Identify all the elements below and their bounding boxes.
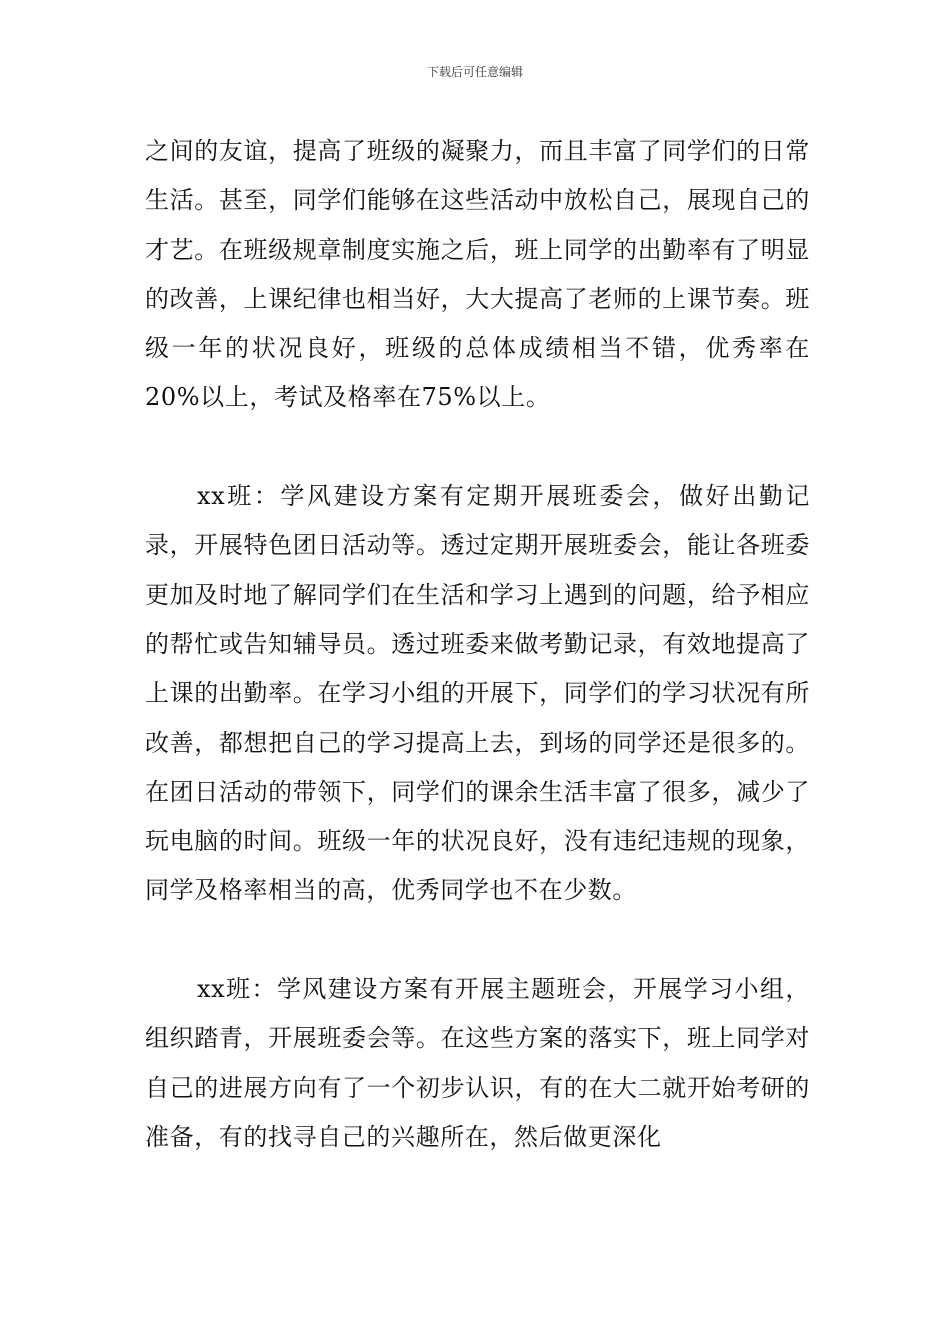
paragraph-spacer [145,916,810,965]
paragraph-spacer [145,423,810,472]
paragraph-class-report: xx班：学风建设方案有开展主题班会，开展学习小组，组织踏青，开展班委会等。在这些方案的落实下，班上同学对自己的进展方向有了一个初步认识，有的在大二就开始考研的准备，有的找寻自己的兴趣所在，然后做更深化 [145,975,810,1151]
document-body [145,127,810,1162]
paragraph-continuation: 之间的友谊，提高了班级的凝聚力，而且丰富了同学们的日常生活。甚至，同学们能够在这些活动中放松自己，展现自己的才艺。在班级规章制度实施之后，班上同学的出勤率有了明显的改善，上课纪律也相当好，大大提高了老师的上课节奏。班级一年的状况良好，班级的总体成绩相当不错，优秀率在20%以上，考试及格率在75%以上。 [145,137,810,412]
page-header: 下载后可任意编辑 [426,65,523,79]
paragraph-class-report: xx班：学风建设方案有定期开展班委会，做好出勤记录，开展特色团日活动等。透过定期开展班委会，能让各班委更加及时地了解同学们在生活和学习上遇到的问题，给予相应的帮忙或告知辅导员。透过班委来做考勤记录，有效地提高了上课的出勤率。在学习小组的开展下，同学们的学习状况有所改善，都想把自己的学习提高上去，到场的同学还是很多的。在团日活动的带领下，同学们的课余生活丰富了很多，减少了玩电脑的时间。班级一年的状况良好，没有违纪违规的现象，同学及格率相当的高，优秀同学也不在少数。 [145,482,810,905]
